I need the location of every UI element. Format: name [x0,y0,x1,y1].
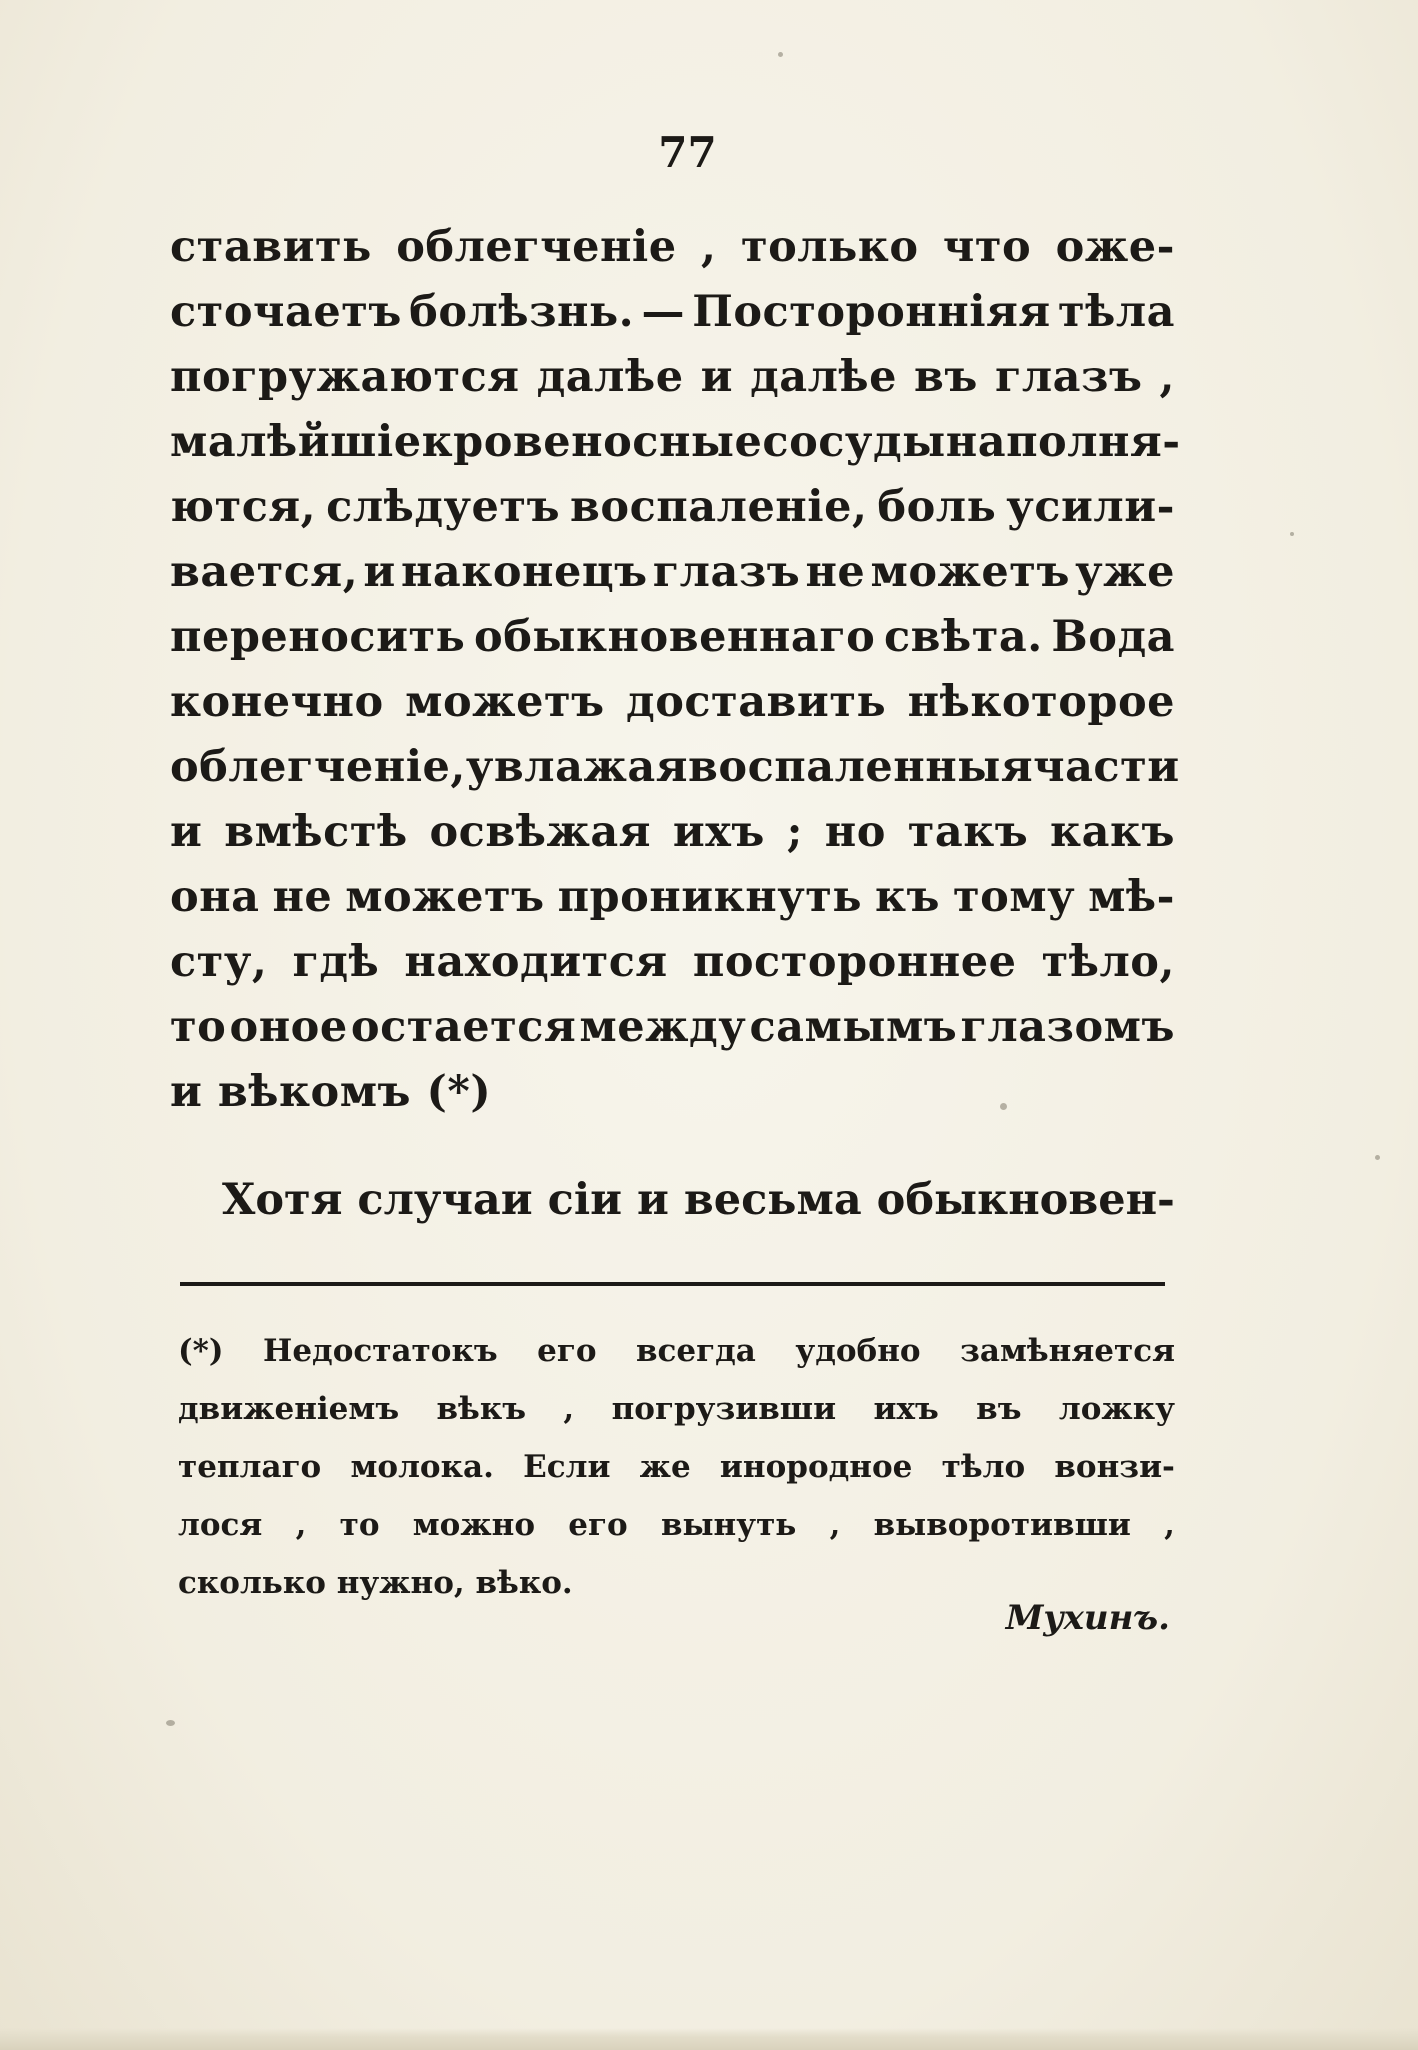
word: но [824,807,886,857]
word: сту, [170,937,268,987]
word: доставить [626,677,887,727]
word: далѣе [536,352,684,402]
word: освѣжая [429,807,652,857]
word: замѣняется [960,1333,1175,1369]
footnote-divider [180,1282,1165,1286]
word: и [700,352,734,402]
word: погружаются [170,352,520,402]
word: глазъ [994,352,1143,402]
word: , [1164,1507,1175,1543]
word: какъ [1050,807,1175,857]
body-line [170,800,1175,865]
word: увлажая [465,742,689,792]
word: и [363,547,396,597]
page-number: 77 [658,128,717,177]
word: конечно [170,677,384,727]
footnote-line [178,1322,1175,1380]
word: въ [976,1391,1022,1427]
word: можно [412,1507,536,1543]
word: вѣкъ [436,1391,527,1427]
body-line [170,670,1175,735]
body-line [170,215,1175,280]
word: между [579,1002,747,1052]
body-line: и вѣкомъ (*) [170,1067,492,1117]
word: постороннее [692,937,1017,987]
body-line [170,345,1175,410]
body-line [170,475,1175,540]
word: вмѣстѣ [224,807,408,857]
footnote [178,1322,1175,1612]
word: ются, [170,482,317,532]
word: выворотивши [873,1507,1131,1543]
word: Вода [1051,612,1175,662]
word: вонзи- [1054,1449,1175,1485]
word: слѣдуетъ [326,482,561,532]
word: можетъ [870,547,1070,597]
author-signature: Мухинъ. [1005,1598,1170,1638]
word: вается, [170,547,359,597]
word: , [829,1507,841,1543]
word: къ [874,872,941,922]
word: тѣло, [1041,937,1175,987]
paper-speck [166,1720,175,1726]
word: она [170,872,260,922]
word: усили- [1006,482,1175,532]
word: боль [877,482,997,532]
word: сосуды [762,417,946,467]
word: части [1033,742,1180,792]
paragraph-start: Хотя случаи сіи и весьма обыкновен- [222,1175,1175,1225]
word: уже [1075,547,1175,597]
word: же [639,1449,691,1485]
word: малѣйшіе [170,417,422,467]
body-line [170,995,1175,1060]
word: тѣла [1057,287,1175,337]
word: всегда [635,1333,756,1369]
word: , [701,222,717,272]
word: тому [952,872,1076,922]
body-line [170,735,1180,800]
word: погрузивши [611,1391,837,1427]
word: остается [350,1002,577,1052]
paper-speck [1375,1155,1380,1160]
body-text [170,215,1181,1125]
body-line [170,865,1175,930]
paper-speck [1000,1103,1007,1110]
body-line [170,930,1175,995]
word: въ [914,352,978,402]
word: самымъ [749,1002,958,1052]
word: далѣе [750,352,897,402]
word: только [740,222,919,272]
word: (*) [178,1333,224,1369]
word: переносить [170,612,466,662]
word: Посторонніяя [692,287,1051,337]
body-line [170,410,1181,475]
word: его [537,1333,597,1369]
word: молока. [350,1449,494,1485]
word: — [641,287,685,337]
paper-speck [1290,532,1294,536]
word: инородное [719,1449,913,1485]
word: находится [404,937,668,987]
word: наконецъ [400,547,648,597]
word: наполня- [945,417,1181,467]
word: обыкновеннаго [474,612,876,662]
footnote-line [178,1496,1175,1554]
word: можетъ [405,677,605,727]
word: гдѣ [292,937,380,987]
word: тѣло [941,1449,1026,1485]
word: свѣта. [883,612,1043,662]
word: Недостатокъ [263,1333,498,1369]
word: ; [786,807,803,857]
word: его [568,1507,628,1543]
word: не [272,872,333,922]
word: такъ [907,807,1029,857]
word: мѣ- [1088,872,1175,922]
page-edge [0,2028,1418,2050]
word: вынуть [660,1507,797,1543]
word: Если [523,1449,611,1485]
word: движеніемъ [178,1391,400,1427]
word: что [942,222,1032,272]
body-line [170,605,1175,670]
word: ставить [170,222,372,272]
word: можетъ [345,872,545,922]
word: проникнуть [557,872,863,922]
body-line [170,280,1175,345]
footnote-line [178,1380,1175,1438]
word: глазъ [652,547,801,597]
word: , [450,742,466,792]
paper-speck [778,52,783,57]
word: то [170,1002,227,1052]
word: ихъ [672,807,765,857]
word: не [805,547,866,597]
word: кровеносные [421,417,763,467]
word: оное [229,1002,348,1052]
word: то [339,1507,380,1543]
word: ихъ [873,1391,939,1427]
word: сточаетъ [170,287,402,337]
word: болѣзнь. [409,287,635,337]
word: нѣкоторое [907,677,1175,727]
word: , [563,1391,575,1427]
body-line [170,540,1175,605]
word: глазомъ [960,1002,1175,1052]
word: воспаленныя [688,742,1034,792]
word: , [1159,352,1175,402]
word: теплаго [178,1449,322,1485]
word: ложку [1058,1391,1175,1427]
word: облегченіе [396,222,677,272]
word: оже- [1055,222,1175,272]
word: воспаленіе, [570,482,868,532]
word: лося [178,1507,263,1543]
word: облегченіе [170,742,451,792]
footnote-line [178,1438,1175,1496]
word: удобно [795,1333,921,1369]
word: , [295,1507,307,1543]
word: и [170,807,203,857]
footnote-line: сколько нужно, вѣко. [178,1565,573,1601]
